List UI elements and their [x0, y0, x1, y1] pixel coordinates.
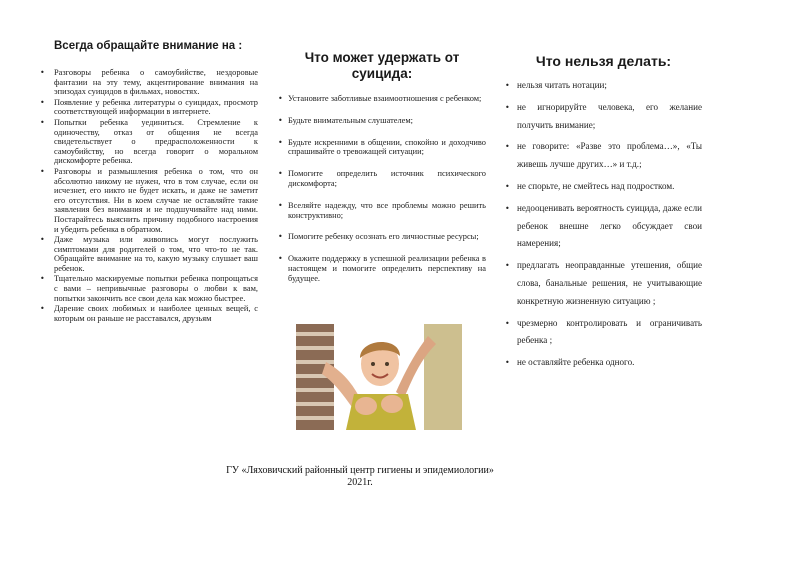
list-item: • Будьте внимательным слушателем; [278, 116, 486, 126]
list-item: • чрезмерно контролировать и ограничивать ребенка ; [505, 315, 702, 351]
column-dont-heading: Что нельзя делать: [535, 53, 672, 69]
list-item: • Вселяйте надежду, что все проблемы можно решить конструктивно; [278, 201, 486, 221]
list-item: • нельзя читать нотации; [505, 77, 702, 95]
family-photo [296, 324, 462, 430]
column-attention-heading: Всегда обращайте внимание на : [54, 40, 243, 52]
footer-year: 2021г. [347, 477, 373, 488]
column-dont [505, 40, 702, 376]
list-item: • Тщательно маскируемые попытки ребенка попрощаться с вами – непривычные разговоры о любви к вам, попытки закончить все свои дела как можно быстрее. [40, 274, 258, 303]
column-prevention-heading: Что может удержать от суицида: [304, 50, 460, 81]
list-item: • Будьте искренними в общении, спокойно и доходчиво спрашивайте о тревожащей ситуации; [278, 138, 486, 158]
list-item: • Разговоры и размышления ребенка о том, что он абсолютно никому не нужен, что в том случае, если он исчезнет, его никто не будет искать, и даже не заметит его отсутствия. Ни в коем случае не оставляйте такие заявления без внимания и не подшучивайте над ними. Постарайтесь выяснить причину подобного настроения и убедить ребенка в обратном. [40, 167, 258, 234]
list-item: • не спорьте, не смейтесь над подростком. [505, 178, 702, 196]
list-item: • предлагать неоправданные утешения, общие слова, банальные решения, не учитывающие конкретную жизненную ситуацию ; [505, 257, 702, 310]
column-prevention [278, 40, 486, 296]
list-item: • не оставляйте ребенка одного. [505, 354, 702, 372]
list-item: • не говорите: «Разве это проблема…», «Ты живешь лучше других…» и т.д.; [505, 138, 702, 174]
list-item: • Появление у ребенка литературы о суицидах, просмотр соответствующей информации в интернете. [40, 98, 258, 117]
footer-organization: ГУ «Ляховичский районный центр гигиены и эпидемиологии» [226, 465, 494, 476]
list-item: • недооценивать вероятность суицида, даже если ребенок внешне легко обсуждает свои намерения; [505, 200, 702, 253]
list-item: • Даже музыка или живопись могут послужить симптомами для родителей о том, что что-то не так. Обращайте внимание на то, какую музыку слушает ваш ребенок. [40, 235, 258, 273]
column-attention [40, 40, 258, 324]
list-item: • Дарение своих любимых и наиболее ценных вещей, с которым он раньше не расставался, друзьям [40, 304, 258, 323]
list-item: • Окажите поддержку в успешной реализации ребенка в настоящем и помогите определить перспективу на будущее. [278, 254, 486, 283]
list-item: • Попытки ребенка уединиться. Стремление к одиночеству, отказ от общения не всегда свидетельствует о предрасположенности к самоубийству, но всегда говорит о моральном дискомфорте ребенка. [40, 118, 258, 166]
dont-list [505, 77, 702, 372]
family-photo-illustration [296, 324, 462, 430]
list-item: • Установите заботливые взаимоотношения с ребенком; [278, 94, 486, 104]
list-item: • Помогите определить источник психического дискомфорта; [278, 169, 486, 189]
list-item: • не игнорируйте человека, его желание получить внимание; [505, 99, 702, 135]
footer [190, 465, 530, 489]
prevention-list [278, 94, 486, 284]
list-item: • Помогите ребенку осознать его личностные ресурсы; [278, 232, 486, 242]
attention-list [40, 68, 258, 323]
list-item: • Разговоры ребенка о самоубийстве, нездоровые фантазии на эту тему, акцентирование внимания на эпизодах суицидов в фильмах, новостях. [40, 68, 258, 97]
